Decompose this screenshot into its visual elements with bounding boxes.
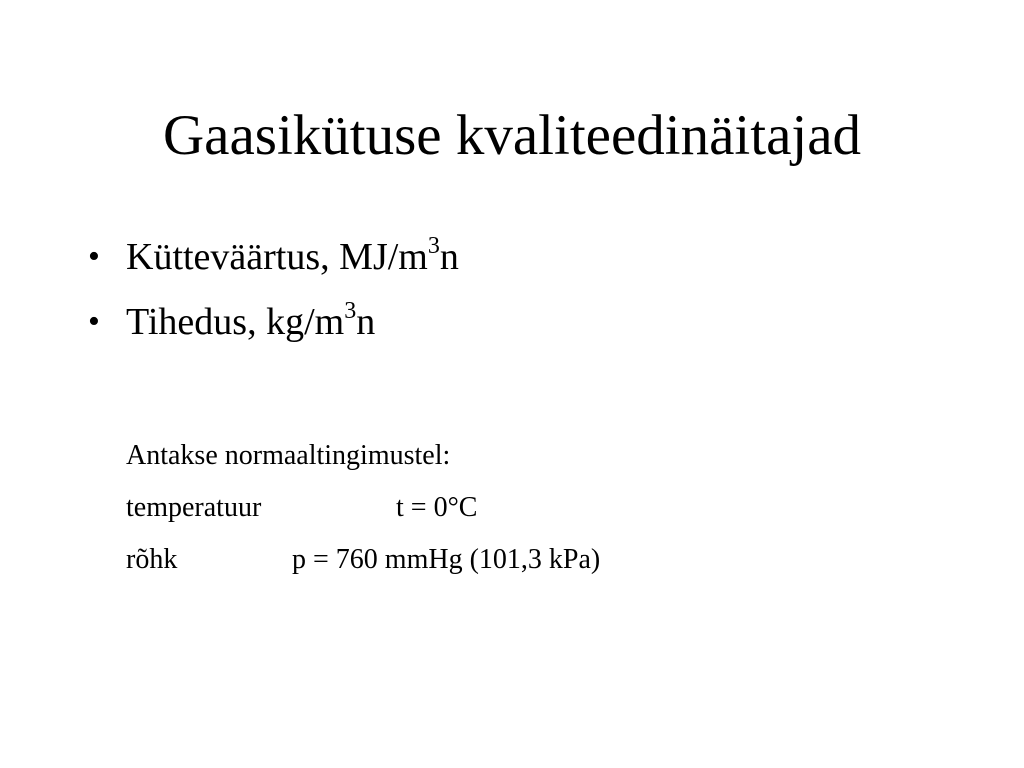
bullet-suffix: n: [439, 236, 459, 278]
normal-conditions-block: [126, 438, 601, 594]
bullet-suffix: n: [356, 301, 376, 343]
bullet-item-heating-value: [88, 232, 459, 282]
normal-conditions-intro: [126, 438, 450, 474]
pressure-label: rõhk: [126, 544, 178, 575]
slide-title: Gaasikütuse kvaliteedinäitajad: [163, 104, 861, 167]
temperature-label: temperatuur: [126, 492, 262, 523]
intro-text: Antakse normaaltingimustel:: [126, 440, 451, 471]
bullet-superscript: 3: [344, 298, 357, 325]
bullet-text: Kütteväärtus, MJ/m: [126, 236, 428, 278]
temperature-value: t = 0°C: [396, 492, 478, 523]
pressure-value: p = 760 mmHg (101,3 kPa): [292, 544, 601, 575]
bullet-marker: •: [88, 238, 100, 275]
bullet-marker: •: [88, 303, 100, 340]
bullet-list: [88, 232, 459, 362]
bullet-superscript: 3: [427, 233, 440, 260]
temperature-line: [126, 490, 478, 526]
bullet-text: Tihedus, kg/m: [126, 301, 345, 343]
bullet-item-density: [88, 297, 459, 347]
pressure-line: [126, 542, 601, 578]
